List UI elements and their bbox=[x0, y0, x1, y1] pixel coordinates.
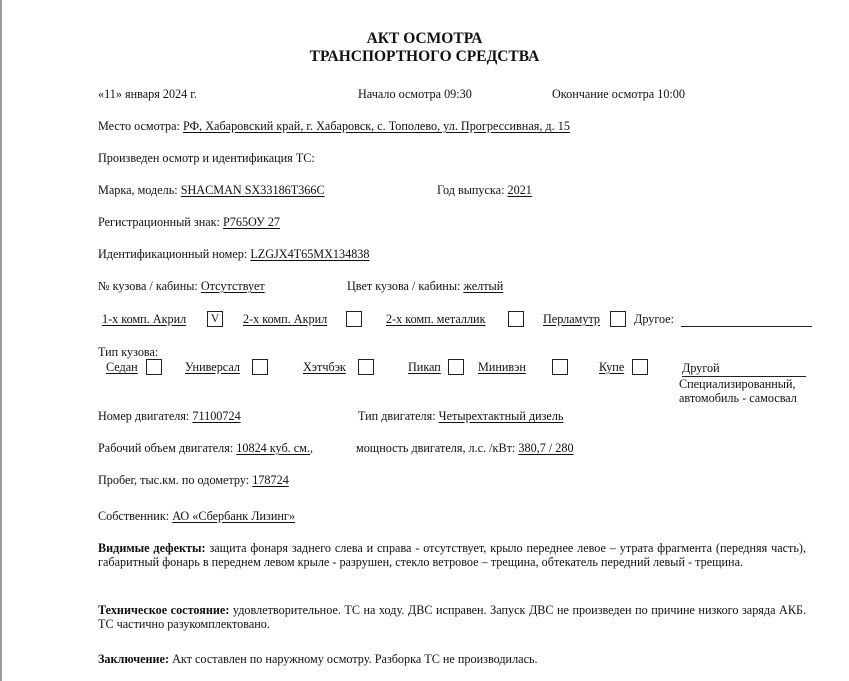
conclusion-label: Заключение: bbox=[98, 652, 170, 666]
body-pickup-checkbox[interactable] bbox=[448, 359, 464, 375]
body-hatchback-label: Хэтчбэк bbox=[303, 360, 346, 374]
defects-text: защита фонаря заднего слева и справа - отсутствует, крыло переднее левое – утрата фрагмента (передняя часть), габаритный фонарь в переднем левом крыле - разрушен, стекло ветровое – трещина, обтекатель передний левый - трещина. bbox=[98, 541, 807, 569]
body-universal-checkbox[interactable] bbox=[252, 359, 268, 375]
displacement-label: Рабочий объем двигателя: bbox=[98, 441, 237, 455]
body-other-value-line-1: Специализированный, bbox=[679, 377, 796, 391]
engine-number-label: Номер двигателя: bbox=[98, 409, 193, 423]
engine-type-label: Тип двигателя: bbox=[358, 409, 439, 423]
body-sedan-checkbox[interactable] bbox=[146, 359, 162, 375]
inspection-date: «11» января 2024 г. bbox=[98, 87, 197, 101]
conclusion-paragraph bbox=[98, 653, 806, 667]
paint-other-label: Другое: bbox=[634, 312, 675, 326]
engine-type-value: Четырехтактный дизель bbox=[438, 409, 564, 423]
vin-value: LZGJX4T65MX134838 bbox=[250, 247, 370, 261]
engine-type-row bbox=[358, 409, 564, 424]
color-row bbox=[347, 279, 503, 294]
engine-number-row bbox=[98, 409, 241, 424]
body-minivan-label: Минивэн bbox=[478, 360, 526, 374]
vin-row bbox=[98, 247, 370, 262]
body-pickup-label: Пикап bbox=[408, 360, 441, 374]
owner-row bbox=[98, 509, 295, 524]
conclusion-text: Акт составлен по наружному осмотру. Разборка ТС не производилась. bbox=[169, 652, 538, 666]
place-label: Место осмотра: bbox=[98, 119, 183, 133]
title-line-2: ТРАНСПОРТНОГО СРЕДСТВА bbox=[309, 48, 540, 65]
paint-metallic-checkbox[interactable] bbox=[508, 311, 524, 327]
owner-value: АО «Сбербанк Лизинг» bbox=[172, 509, 295, 523]
document-title bbox=[0, 30, 849, 66]
place-value: РФ, Хабаровский край, г. Хабаровск, с. Тополево, ул. Прогрессивная, д. 15 bbox=[182, 119, 570, 133]
body-other-label: Другой bbox=[682, 361, 720, 375]
title-line-1: АКТ ОСМОТРА bbox=[366, 30, 483, 47]
paint-acryl2-checkbox[interactable] bbox=[346, 311, 362, 327]
displacement-separator: , bbox=[309, 441, 313, 455]
paint-other-blank[interactable] bbox=[681, 326, 812, 327]
body-universal-label: Универсал bbox=[185, 360, 240, 374]
color-label: Цвет кузова / кабины: bbox=[347, 279, 464, 293]
owner-label: Собственник: bbox=[98, 509, 173, 523]
identification-text: Произведен осмотр и идентификация ТС: bbox=[98, 151, 315, 165]
body-number-label: № кузова / кабины: bbox=[98, 279, 201, 293]
vin-label: Идентификационный номер: bbox=[98, 247, 251, 261]
make-value: SHACMAN SX33186T366C bbox=[180, 183, 325, 197]
inspection-end: Окончание осмотра 10:00 bbox=[552, 87, 685, 101]
place-row bbox=[98, 119, 570, 134]
paint-acryl1-checkbox[interactable]: V bbox=[207, 311, 223, 327]
make-label: Марка, модель: bbox=[98, 183, 181, 197]
body-type-label: Тип кузова: bbox=[98, 345, 159, 359]
body-number-value: Отсутствует bbox=[200, 279, 265, 293]
body-coupe-label: Купе bbox=[599, 360, 625, 374]
body-sedan-label: Седан bbox=[106, 360, 138, 374]
color-value: желтый bbox=[463, 279, 504, 293]
paint-acryl1-label: 1-х комп. Акрил bbox=[102, 312, 187, 326]
technical-condition-paragraph bbox=[98, 604, 806, 631]
power-value: 380,7 / 280 bbox=[518, 441, 574, 455]
condition-text: удовлетворительное. ТС на ходу. ДВС исправен. Запуск ДВС не произведен по причине низкого заряда АКБ. ТС частично разукомплектовано. bbox=[98, 603, 806, 631]
body-number-row bbox=[98, 279, 265, 294]
power-label: мощность двигателя, л.с. /кВт: bbox=[356, 441, 519, 455]
make-row bbox=[98, 183, 325, 198]
paint-pearl-label: Перламутр bbox=[543, 312, 601, 326]
body-other-value-line-2: автомобиль - самосвал bbox=[679, 391, 797, 405]
plate-row bbox=[98, 215, 280, 230]
displacement-value: 10824 куб. см. bbox=[236, 441, 310, 455]
engine-number-value: 71100724 bbox=[192, 409, 241, 423]
mileage-row bbox=[98, 473, 289, 488]
page-left-border bbox=[0, 0, 2, 681]
body-hatchback-checkbox[interactable] bbox=[358, 359, 374, 375]
mileage-label: Пробег, тыс.км. по одометру: bbox=[98, 473, 253, 487]
mileage-value: 178724 bbox=[252, 473, 289, 487]
year-value: 2021 bbox=[507, 183, 532, 197]
inspection-start: Начало осмотра 09:30 bbox=[358, 87, 472, 101]
paint-pearl-checkbox[interactable] bbox=[610, 311, 626, 327]
defects-label: Видимые дефекты: bbox=[98, 541, 206, 555]
body-coupe-checkbox[interactable] bbox=[632, 359, 648, 375]
plate-label: Регистрационный знак: bbox=[98, 215, 223, 229]
condition-label: Техническое состояние: bbox=[98, 603, 230, 617]
body-minivan-checkbox[interactable] bbox=[552, 359, 568, 375]
displacement-row bbox=[98, 441, 313, 456]
power-row bbox=[356, 441, 574, 456]
paint-acryl2-label: 2-х комп. Акрил bbox=[243, 312, 328, 326]
paint-metallic-label: 2-х комп. металлик bbox=[386, 312, 486, 326]
visible-defects-paragraph bbox=[98, 542, 806, 569]
year-label: Год выпуска: bbox=[437, 183, 508, 197]
year-row bbox=[437, 183, 532, 198]
plate-value: Р765ОУ 27 bbox=[222, 215, 281, 229]
